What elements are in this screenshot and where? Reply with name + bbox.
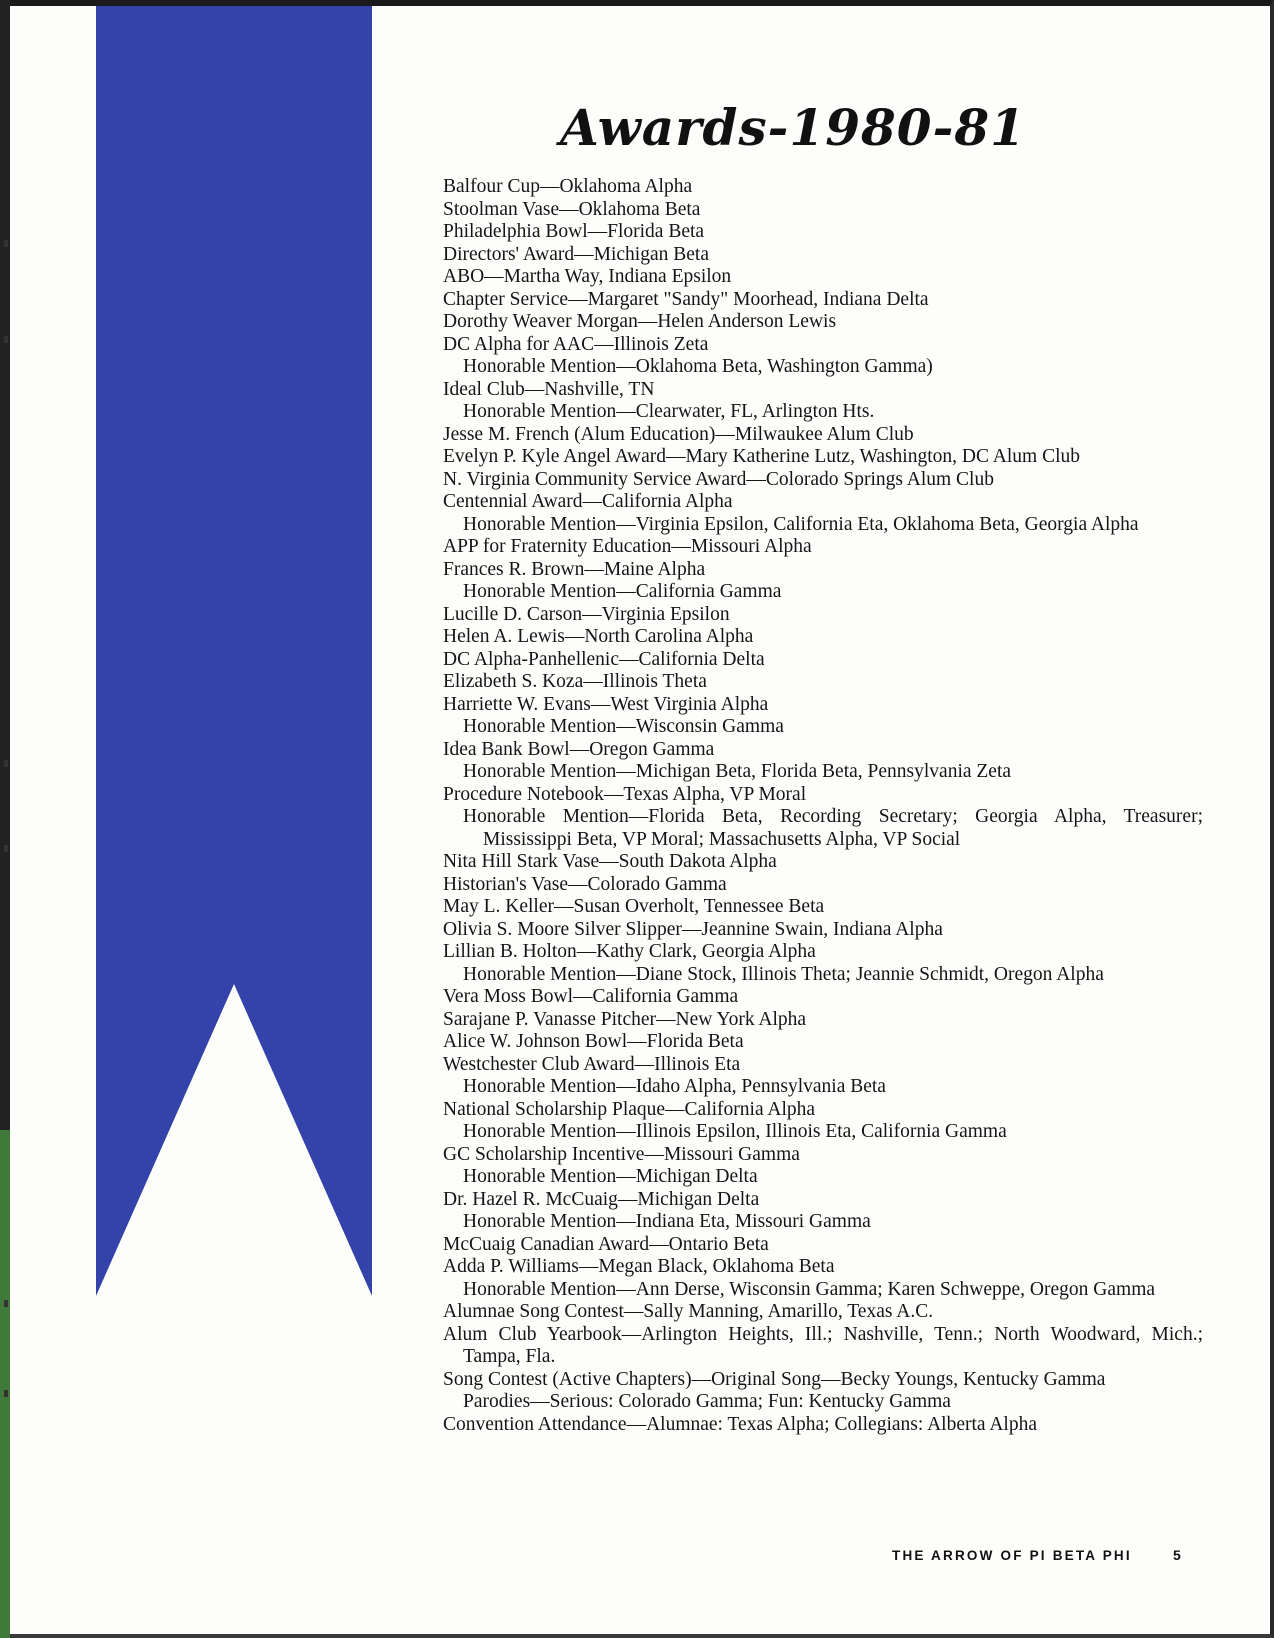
honorable-mention-line: Honorable Mention—Virginia Epsilon, California Eta, Oklahoma Beta, Georgia Alpha bbox=[463, 513, 1139, 535]
award-line: Westchester Club Award—Illinois Eta bbox=[443, 1053, 741, 1075]
blue-ribbon-banner bbox=[96, 6, 378, 1306]
edge-tick bbox=[4, 845, 8, 852]
honorable-mention-line: Honorable Mention—Wisconsin Gamma bbox=[463, 716, 784, 737]
award-line: DC Alpha for AAC—Illinois Zeta bbox=[443, 333, 709, 355]
honorable-mention-line: Honorable Mention—Diane Stock, Illinois Theta; Jeannie Schmidt, Oregon Alpha bbox=[463, 963, 1104, 985]
page-number: 5 bbox=[1173, 1547, 1181, 1563]
award-line: Philadelphia Bowl—Florida Beta bbox=[443, 221, 705, 242]
honorable-mention-line: Honorable Mention—Indiana Eta, Missouri Gamma bbox=[463, 1211, 871, 1232]
award-line: Alumnae Song Contest—Sally Manning, Amarillo, Texas A.C. bbox=[443, 1301, 934, 1322]
award-line: Jesse M. French (Alum Education)—Milwaukee Alum Club bbox=[443, 423, 914, 445]
award-line: Alice W. Johnson Bowl—Florida Beta bbox=[443, 1031, 744, 1052]
edge-tick bbox=[4, 760, 8, 767]
honorable-mention-line: Honorable Mention—California Gamma bbox=[463, 581, 782, 602]
award-line: Lucille D. Carson—Virginia Epsilon bbox=[443, 603, 730, 625]
honorable-mention-line: Honorable Mention—Illinois Epsilon, Illinois Eta, California Gamma bbox=[463, 1121, 1007, 1142]
binding-edge-dark bbox=[0, 0, 10, 1130]
honorable-mention-line: Honorable Mention—Idaho Alpha, Pennsylvania Beta bbox=[463, 1076, 886, 1097]
award-line: Elizabeth S. Koza—Illinois Theta bbox=[443, 671, 707, 692]
edge-tick bbox=[4, 1300, 8, 1307]
award-line: McCuaig Canadian Award—Ontario Beta bbox=[443, 1233, 769, 1255]
edge-tick bbox=[4, 336, 8, 343]
award-line: DC Alpha-Panhellenic—California Delta bbox=[443, 648, 765, 670]
award-line: Directors' Award—Michigan Beta bbox=[443, 243, 709, 265]
ribbon-shape bbox=[96, 6, 372, 1296]
honorable-mention-line: Parodies—Serious: Colorado Gamma; Fun: Kentucky Gamma bbox=[463, 1391, 951, 1412]
award-line: Song Contest (Active Chapters)—Original Song—Becky Youngs, Kentucky Gamma bbox=[443, 1368, 1106, 1390]
award-line: Nita Hill Stark Vase—South Dakota Alpha bbox=[443, 851, 777, 872]
award-line: ABO—Martha Way, Indiana Epsilon bbox=[443, 266, 732, 287]
award-line: Idea Bank Bowl—Oregon Gamma bbox=[443, 738, 715, 760]
award-line: Stoolman Vase—Oklahoma Beta bbox=[443, 198, 701, 220]
award-line: Frances R. Brown—Maine Alpha bbox=[443, 558, 706, 580]
honorable-mention-line: Honorable Mention—Florida Beta, Recording Secretary; Georgia Alpha, Treasurer; Mississippi Beta, VP Moral; Massachusetts Alpha, VP Social bbox=[463, 806, 1203, 850]
honorable-mention-line: Honorable Mention—Clearwater, FL, Arlington Hts. bbox=[463, 401, 875, 422]
honorable-mention-line: Honorable Mention—Michigan Delta bbox=[463, 1166, 758, 1187]
award-line: APP for Fraternity Education—Missouri Alpha bbox=[443, 536, 812, 557]
award-line: Sarajane P. Vanasse Pitcher—New York Alpha bbox=[443, 1008, 807, 1030]
awards-list bbox=[443, 176, 1203, 1436]
award-line: Ideal Club—Nashville, TN bbox=[443, 378, 655, 400]
award-line: Olivia S. Moore Silver Slipper—Jeannine Swain, Indiana Alpha bbox=[443, 918, 943, 940]
award-line: Convention Attendance—Alumnae: Texas Alpha; Collegians: Alberta Alpha bbox=[443, 1413, 1037, 1435]
edge-tick bbox=[4, 240, 8, 247]
award-line: Evelyn P. Kyle Angel Award—Mary Katherine Lutz, Washington, DC Alum Club bbox=[443, 446, 1080, 467]
binding-edge-green bbox=[0, 1130, 10, 1638]
award-line: Centennial Award—California Alpha bbox=[443, 491, 733, 512]
honorable-mention-line: Honorable Mention—Ann Derse, Wisconsin Gamma; Karen Schweppe, Oregon Gamma bbox=[463, 1278, 1156, 1300]
award-line: N. Virginia Community Service Award—Colorado Springs Alum Club bbox=[443, 468, 994, 490]
page-title-text: Awards-1980-81 bbox=[560, 98, 1026, 157]
award-line: GC Scholarship Incentive—Missouri Gamma bbox=[443, 1143, 800, 1165]
award-line: National Scholarship Plaque—California Alpha bbox=[443, 1098, 816, 1120]
footer-publication-name: THE ARROW OF PI BETA PHI bbox=[892, 1548, 1132, 1563]
award-line: Vera Moss Bowl—California Gamma bbox=[443, 986, 739, 1007]
award-line: Helen A. Lewis—North Carolina Alpha bbox=[443, 626, 754, 647]
award-line: Lillian B. Holton—Kathy Clark, Georgia Alpha bbox=[443, 941, 816, 962]
award-line: Dorothy Weaver Morgan—Helen Anderson Lewis bbox=[443, 311, 837, 332]
award-line: Procedure Notebook—Texas Alpha, VP Moral bbox=[443, 783, 807, 805]
award-line: Historian's Vase—Colorado Gamma bbox=[443, 873, 727, 895]
award-line: Balfour Cup—Oklahoma Alpha bbox=[443, 176, 693, 197]
award-line: Dr. Hazel R. McCuaig—Michigan Delta bbox=[443, 1188, 760, 1210]
honorable-mention-line: Honorable Mention—Michigan Beta, Florida Beta, Pennsylvania Zeta bbox=[463, 761, 1012, 782]
edge-tick bbox=[4, 1390, 8, 1397]
award-line: Adda P. Williams—Megan Black, Oklahoma Beta bbox=[443, 1256, 835, 1277]
award-line: May L. Keller—Susan Overholt, Tennessee Beta bbox=[443, 896, 825, 917]
award-line: Harriette W. Evans—West Virginia Alpha bbox=[443, 693, 769, 715]
award-line: Chapter Service—Margaret "Sandy" Moorhead, Indiana Delta bbox=[443, 288, 929, 310]
award-line: Alum Club Yearbook—Arlington Heights, Ill.; Nashville, Tenn.; North Woodward, Mich.; Tampa, Fla. bbox=[443, 1323, 1203, 1367]
page-title bbox=[560, 98, 1026, 157]
honorable-mention-line: Honorable Mention—Oklahoma Beta, Washington Gamma) bbox=[463, 356, 933, 377]
